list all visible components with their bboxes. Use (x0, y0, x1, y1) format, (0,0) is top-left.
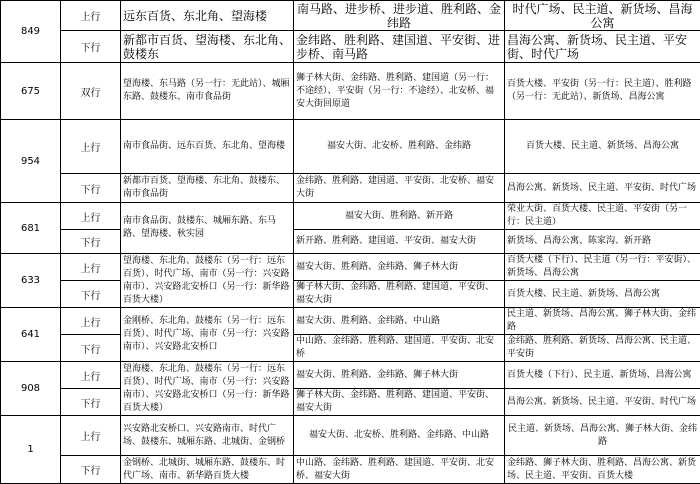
table-row (1, 335, 700, 362)
table-row (1, 203, 700, 230)
table-row (1, 456, 700, 484)
stops-cell-a: 兴安路北安桥口、兴安路南市、时代广场、鼓楼东、城厢东路、北城街、金钢桥 (121, 416, 294, 456)
route-number: 954 (1, 120, 61, 203)
stops-cell-c: 百货大楼、民主道、新货场、昌海公寓 (505, 120, 700, 174)
stops-cell-c: 时代广场、民主道、新货场、昌海公寓 (505, 1, 700, 31)
stops-cell-c: 百货大楼（下行）、民主道（另一行：平安街）、新货场、昌海公寓 (505, 254, 700, 281)
stops-cell-c: 昌海公寓、新货场、民主道、平安街、时代广场 (505, 31, 700, 63)
stops-cell-a: 新都市百货、望海楼、东北角、鼓楼东、南市食品街 (121, 174, 294, 203)
stops-cell-b: 福安大街、胜利路、金纬路、中山路 (294, 308, 505, 335)
table-row (1, 389, 700, 416)
table-row (1, 31, 700, 63)
stops-cell-b: 狮子林大街、金纬路、胜利路、建国道、平安街、福安大街 (294, 281, 505, 308)
table-row (1, 230, 700, 254)
stops-cell-b: 福安大街、北安桥、胜利路、金纬路 (294, 120, 505, 174)
stops-cell-c: 金纬路、胜利路、新货场、昌海公寓、民主道、平安街 (505, 335, 700, 362)
stops-cell-a: 新都市百货、望海楼、东北角、鼓楼东 (121, 31, 294, 63)
route-number: 633 (1, 254, 61, 308)
stops-cell-c: 百货大楼、民主道、新货场、昌海公寓 (505, 281, 700, 308)
stops-cell-c: 百货大楼、平安街（另一行：民主道）、胜利路（另一行：无此站）、新货场、昌海公寓 (505, 63, 700, 120)
direction-cell: 下行 (61, 31, 121, 63)
table-row (1, 281, 700, 308)
direction-cell: 下行 (61, 281, 121, 308)
table-row (1, 308, 700, 335)
stops-cell-a: 南市食品街、远东百货、东北角、望海楼 (121, 120, 294, 174)
route-number: 908 (1, 362, 61, 416)
stops-cell-b: 福安大街、胜利路、金纬路、狮子林大街 (294, 254, 505, 281)
direction-cell: 上行 (61, 203, 121, 230)
direction-cell: 下行 (61, 389, 121, 416)
stops-cell-c: 新货场、昌海公寓、陈家沟、新开路 (505, 230, 700, 254)
table-row (1, 63, 700, 120)
stops-cell-b: 金纬路、胜利路、建国道、平安街、进步桥、南马路 (294, 31, 505, 63)
stops-cell-a: 金钢桥、北城街、城厢东路、鼓楼东、时代广场、南市、新华路百货大楼 (121, 456, 294, 484)
table-row (1, 362, 700, 389)
stops-cell-b: 南马路、进步桥、进步道、胜利路、金纬路 (294, 1, 505, 31)
direction-cell: 上行 (61, 416, 121, 456)
direction-cell: 上行 (61, 308, 121, 335)
stops-cell-c: 民主道、新货场、昌海公寓、狮子林大街、金纬路 (505, 308, 700, 335)
stops-cell-a: 金刚桥、东北角、鼓楼东（另一行：远东百货）、时代广场、南市（另一行：兴安路南市）、兴安路北安桥口 (121, 308, 294, 362)
stops-cell-a: 望海楼、东马路（另一行：无此站）、城厢东路、鼓楼东、南市食品街 (121, 63, 294, 120)
direction-cell: 下行 (61, 174, 121, 203)
route-number: 675 (1, 63, 61, 120)
table-row (1, 174, 700, 203)
route-number: 849 (1, 1, 61, 63)
stops-cell-c: 昌海公寓、新货场、民主道、平安街、时代广场 (505, 389, 700, 416)
stops-cell-b: 福安大街、北安桥、胜利路、金纬路、中山路 (294, 416, 505, 456)
direction-cell: 上行 (61, 120, 121, 174)
table-row (1, 120, 700, 174)
stops-cell-a: 望海楼、东北角、鼓楼东（另一行：远东百货）、时代广场、南市（另一行：兴安路南市）、兴安路北安桥口（另一行：新华路百货大楼） (121, 254, 294, 308)
stops-cell-a: 远东百货、东北角、望海楼 (121, 1, 294, 31)
stops-cell-b: 中山路、金纬路、胜利路、建国道、平安街、北安桥、福安大街 (294, 456, 505, 484)
direction-cell: 下行 (61, 456, 121, 484)
route-number: 1 (1, 416, 61, 484)
stops-cell-b: 狮子林大街、金纬路、胜利路、建国道（另一行：不途经）、平安街（另一行：不途经）、北安桥、福安大街回原道 (294, 63, 505, 120)
table-row (1, 254, 700, 281)
stops-cell-c: 昌海公寓、新货场、民主道、平安街、时代广场 (505, 174, 700, 203)
direction-cell: 双行 (61, 63, 121, 120)
table-row (1, 1, 700, 31)
stops-cell-b: 狮子林大街、金纬路、胜利路、建国道、平安街、福安大街 (294, 389, 505, 416)
stops-cell-a: 望海楼、东北角、鼓楼东（另一行：远东百货）、时代广场、南市（另一行：兴安路南市）、兴安路北安桥口（另一行：新华路百货大楼） (121, 362, 294, 416)
direction-cell: 上行 (61, 362, 121, 389)
stops-cell-b: 福安大街、胜利路、金纬路、狮子林大街 (294, 362, 505, 389)
direction-cell: 上行 (61, 254, 121, 281)
table-row (1, 416, 700, 456)
route-number: 681 (1, 203, 61, 254)
direction-cell: 下行 (61, 335, 121, 362)
route-number: 641 (1, 308, 61, 362)
stops-cell-b: 新开路、胜利路、建国道、平安街、福安大街 (294, 230, 505, 254)
stops-cell-a: 南市食品街、鼓楼东、城厢东路、东马路、望海楼、秋实园 (121, 203, 294, 254)
stops-cell-b: 中山路、金纬路、胜利路、建国道、平安街、北安桥 (294, 335, 505, 362)
stops-cell-c: 百货大楼（下行）、民主道、新货场、昌海公寓 (505, 362, 700, 389)
stops-cell-c: 金纬路、狮子林大街、胜利路、昌海公寓、新货场、民主道、平安街、百货大楼 (505, 456, 700, 484)
stops-cell-c: 民主道、新货场、昌海公寓、狮子林大街、金纬路 (505, 416, 700, 456)
stops-cell-b: 福安大街、胜利路、新开路 (294, 203, 505, 230)
direction-cell: 上行 (61, 1, 121, 31)
stops-cell-c: 荣业大街、百货大楼、民主道、平安街（另一行：民主道） (505, 203, 700, 230)
direction-cell: 下行 (61, 230, 121, 254)
stops-cell-b: 金纬路、胜利路、建国道、平安街、北安桥、福安大街 (294, 174, 505, 203)
